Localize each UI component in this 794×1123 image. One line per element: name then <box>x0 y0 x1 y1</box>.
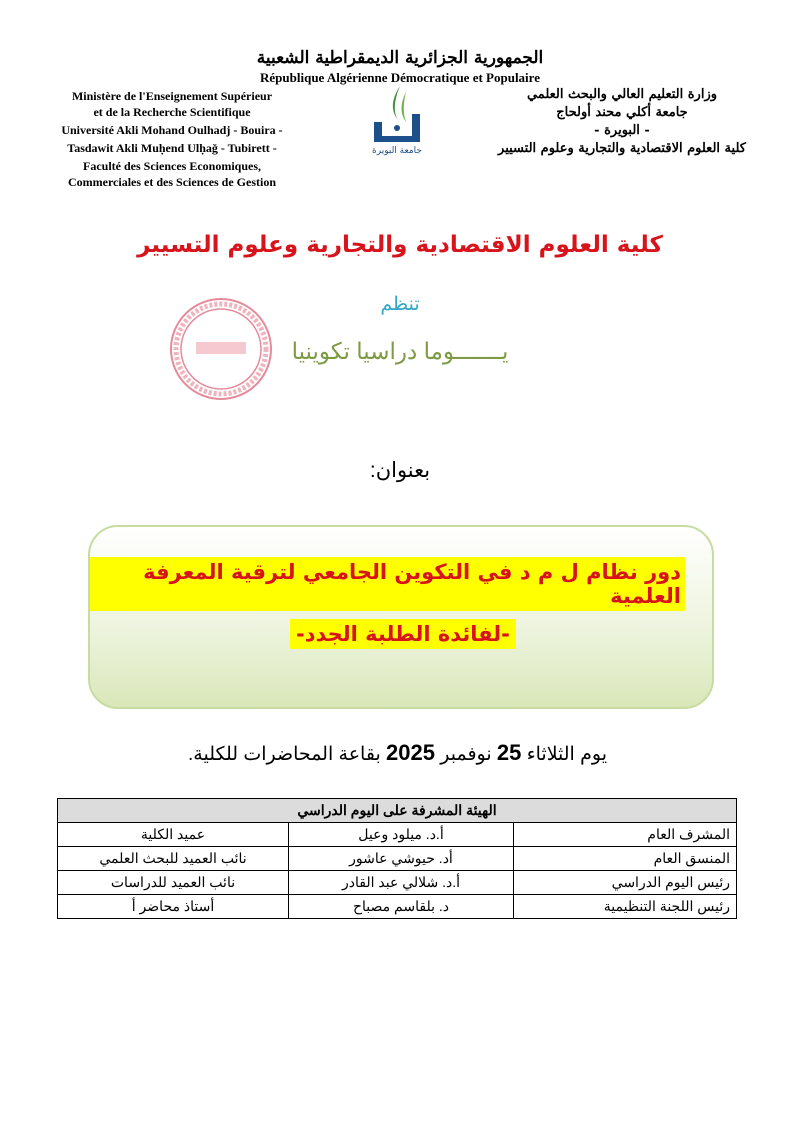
university-logo <box>362 84 432 156</box>
event-date <box>160 740 635 766</box>
logo-dot <box>394 125 400 131</box>
committee-header-row <box>58 799 737 823</box>
republic-name-arabic: الجمهورية الجزائرية الديمقراطية الشعبية <box>256 48 544 68</box>
stamp-center-band <box>196 342 246 354</box>
date-day: 25 <box>496 740 522 765</box>
table-row <box>58 823 737 847</box>
header-fr-line: Université Akli Mohand Oulhadj - Bouira - <box>61 123 283 137</box>
header-ar-line: وزارة التعليم العالي والبحث العلمي <box>526 87 718 102</box>
committee-table <box>57 798 737 919</box>
role-cell: رئيس اليوم الدراسي <box>514 871 737 895</box>
position-cell: أستاذ محاضر أ <box>58 895 289 919</box>
date-venue: بقاعة المحاضرات للكلية. <box>188 744 381 765</box>
name-cell: أ.د. شلالي عبد القادر <box>289 871 514 895</box>
position-cell: نائب العميد للدراسات <box>58 871 289 895</box>
organizes-label: تنظم <box>380 294 420 315</box>
committee-title: الهيئة المشرفة على اليوم الدراسي <box>58 799 737 823</box>
table-row <box>58 871 737 895</box>
position-cell: نائب العميد للبحث العلمي <box>58 847 289 871</box>
name-cell: أد. حيوشي عاشور <box>289 847 514 871</box>
header-fr-line: Commerciales et des Sciences de Gestion <box>67 175 277 189</box>
header-french-block <box>22 88 322 190</box>
theme-box <box>88 525 714 709</box>
date-month: نوفمبر <box>440 744 492 765</box>
logo-caption: جامعة البويرة <box>372 146 422 156</box>
header-ar-line: كلية العلوم الاقتصادية والتجارية وعلوم التسيير <box>498 141 746 156</box>
role-cell: المنسق العام <box>514 847 737 871</box>
table-row <box>58 847 737 871</box>
header-fr-line: Faculté des Sciences Economiques, <box>83 159 261 173</box>
theme-subtitle: -لفائدة الطلبة الجدد- <box>290 619 516 649</box>
header-fr-line: Tasdawit Akli Muḥend Ulḥaǧ - Tubirett - <box>67 141 277 155</box>
study-day-label: يـــــــوما دراسيا تكوينيا <box>291 338 509 364</box>
faculty-title: كلية العلوم الاقتصادية والتجارية وعلوم التسيير <box>137 232 663 258</box>
header-arabic-block <box>472 86 772 158</box>
role-cell: رئيس اللجنة التنظيمية <box>514 895 737 919</box>
table-row <box>58 895 737 919</box>
header-ar-line: جامعة أكلي محند أولحاج <box>556 105 688 120</box>
header-ar-line: - البويرة - <box>594 123 650 138</box>
republic-name-french: République Algérienne Démocratique et Populaire <box>260 70 540 85</box>
role-cell: المشرف العام <box>514 823 737 847</box>
name-cell: أ.د. ميلود وعيل <box>289 823 514 847</box>
header-fr-line: Ministère de l'Enseignement Supérieur <box>71 89 273 103</box>
date-year: 2025 <box>386 740 435 765</box>
theme-title: دور نظام ل م د في التكوين الجامعي لترقية المعرفة العلمية <box>90 557 685 611</box>
logo-leaf <box>393 86 400 120</box>
header-fr-line: et de la Recherche Scientifique <box>93 105 251 119</box>
logo-leaf <box>402 92 407 122</box>
title-label: بعنوان: <box>369 459 431 482</box>
position-cell: عميد الكلية <box>58 823 289 847</box>
name-cell: د. بلقاسم مصباح <box>289 895 514 919</box>
date-prefix: يوم الثلاثاء <box>526 744 607 765</box>
